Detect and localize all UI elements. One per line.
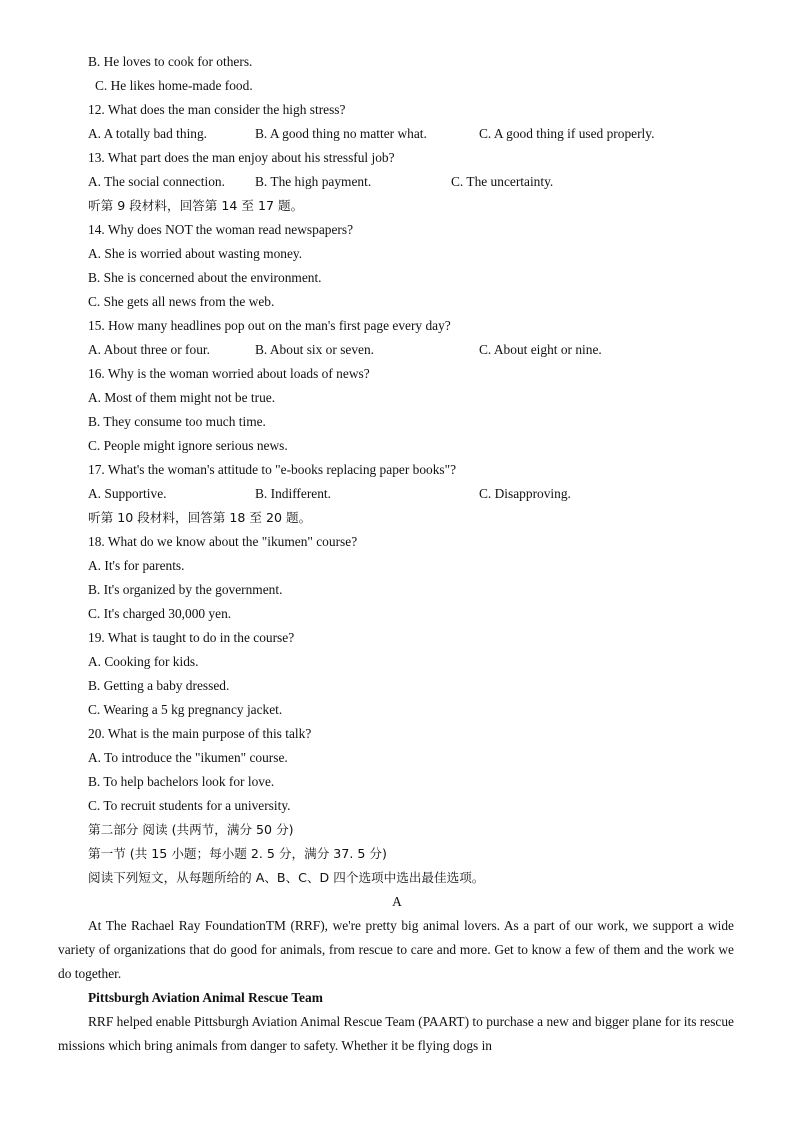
- q11-option-b: B. He loves to cook for others.: [88, 54, 253, 69]
- question-18: 18. What do we know about the "ikumen" course?: [88, 534, 358, 549]
- q17-option-c: C. Disapproving.: [479, 486, 571, 501]
- q11-option-c: C. He likes home-made food.: [95, 78, 253, 93]
- question-17: 17. What's the woman's attitude to "e-books replacing paper books"?: [88, 462, 457, 477]
- q12-option-c: C. A good thing if used properly.: [479, 126, 655, 141]
- q19-option-c: C. Wearing a 5 kg pregnancy jacket.: [88, 702, 283, 717]
- q15-option-c: C. About eight or nine.: [479, 342, 602, 357]
- q20-option-a: A. To introduce the "ikumen" course.: [88, 750, 288, 765]
- question-19: 19. What is taught to do in the course?: [88, 630, 295, 645]
- question-13: 13. What part does the man enjoy about his stressful job?: [88, 150, 395, 165]
- question-12: 12. What does the man consider the high stress?: [88, 102, 346, 117]
- q14-option-a: A. She is worried about wasting money.: [88, 246, 303, 261]
- question-20: 20. What is the main purpose of this talk?: [88, 726, 312, 741]
- q13-option-b: B. The high payment.: [255, 174, 372, 189]
- q15-option-a: A. About three or four.: [88, 342, 210, 357]
- passage-heading: Pittsburgh Aviation Animal Rescue Team: [88, 990, 323, 1005]
- q15-option-b: B. About six or seven.: [255, 342, 375, 357]
- q19-option-a: A. Cooking for kids.: [88, 654, 199, 669]
- passage-intro-text: At The Rachael Ray FoundationTM (RRF), we're pretty big animal lovers. As a part of our work, we support a wide variety of organizations that do good for animals, from rescue to care and more. Get to know a few of them and the work we do together.: [58, 918, 734, 981]
- part-two-heading: 第二部分 阅读 (共两节，满分 50 分): [88, 822, 294, 837]
- q16-option-a: A. Most of them might not be true.: [88, 390, 276, 405]
- q14-option-b: B. She is concerned about the environment.: [88, 270, 322, 285]
- passage-body: [58, 1010, 734, 1058]
- section-instruction-9: 听第 9 段材料，回答第 14 至 17 题。: [88, 198, 304, 213]
- passage-intro: [58, 914, 734, 986]
- q20-option-b: B. To help bachelors look for love.: [88, 774, 275, 789]
- section-instruction-10: 听第 10 段材料，回答第 18 至 20 题。: [88, 510, 312, 525]
- q18-option-a: A. It's for parents.: [88, 558, 185, 573]
- q17-option-a: A. Supportive.: [88, 486, 167, 501]
- reading-instruction: 阅读下列短文，从每题所给的 A、B、C、D 四个选项中选出最佳选项。: [88, 870, 485, 885]
- section-one-heading: 第一节 (共 15 小题；每小题 2. 5 分，满分 37. 5 分): [88, 846, 387, 861]
- q12-option-a: A. A totally bad thing.: [88, 126, 208, 141]
- q14-option-c: C. She gets all news from the web.: [88, 294, 275, 309]
- q13-option-a: A. The social connection.: [88, 174, 225, 189]
- passage-letter: A: [392, 894, 402, 909]
- q20-option-c: C. To recruit students for a university.: [88, 798, 291, 813]
- passage-body-text: RRF helped enable Pittsburgh Aviation Animal Rescue Team (PAART) to purchase a new and bigger plane for its rescue missions which bring animals from danger to safety. Whether it be flying dogs in: [58, 1014, 734, 1053]
- q13-option-c: C. The uncertainty.: [451, 174, 554, 189]
- question-15: 15. How many headlines pop out on the man's first page every day?: [88, 318, 451, 333]
- q12-option-b: B. A good thing no matter what.: [255, 126, 427, 141]
- q18-option-b: B. It's organized by the government.: [88, 582, 283, 597]
- q17-option-b: B. Indifferent.: [255, 486, 331, 501]
- q16-option-c: C. People might ignore serious news.: [88, 438, 288, 453]
- q19-option-b: B. Getting a baby dressed.: [88, 678, 230, 693]
- q18-option-c: C. It's charged 30,000 yen.: [88, 606, 232, 621]
- q16-option-b: B. They consume too much time.: [88, 414, 266, 429]
- question-16: 16. Why is the woman worried about loads of news?: [88, 366, 370, 381]
- question-14: 14. Why does NOT the woman read newspapers?: [88, 222, 354, 237]
